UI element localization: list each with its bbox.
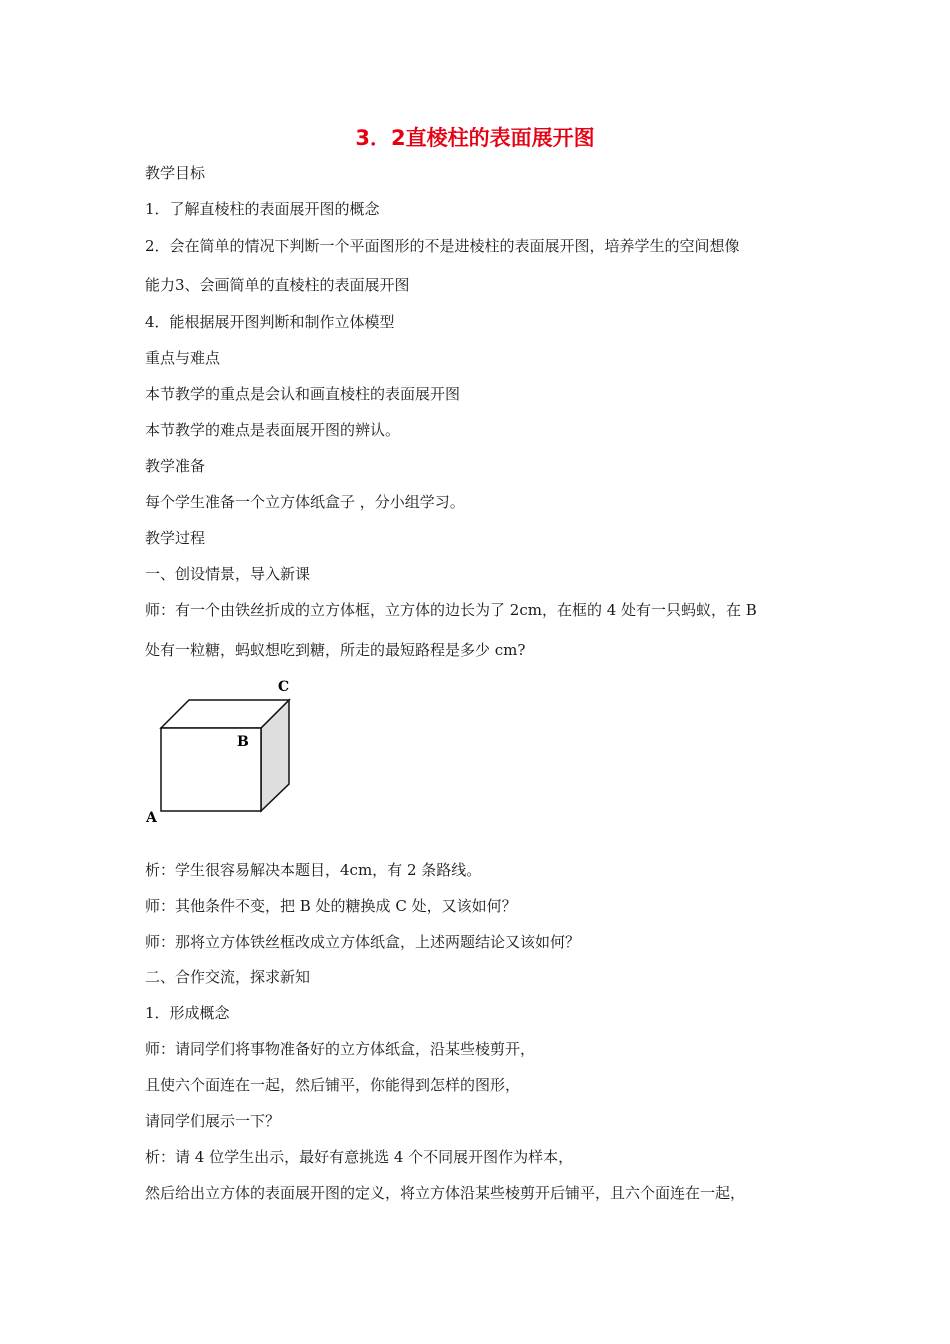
vertex-label-b: B — [237, 734, 249, 750]
page-title: 3．2直棱柱的表面展开图 — [355, 126, 595, 150]
text-line: 一、创设情景，导入新课 — [145, 565, 311, 583]
text-line: 师：那将立方体铁丝框改成立方体纸盒，上述两题结论又该如何？ — [145, 933, 581, 951]
text-line: 且使六个面连在一起，然后铺平，你能得到怎样的图形， — [145, 1076, 521, 1094]
text-line: 教学目标 — [145, 164, 206, 182]
text-line: 师：有一个由铁丝折成的立方体框，立方体的边长为了 2cm，在框的 4 处有一只蚂蚁，在 B — [145, 601, 757, 619]
text-line: 请同学们展示一下？ — [145, 1112, 281, 1130]
text-line: 师：其他条件不变，把 B 处的糖换成 C 处，又该如何？ — [145, 897, 517, 915]
text-line: 1．了解直棱柱的表面展开图的概念 — [145, 200, 380, 218]
text-line: 师：请同学们将事物准备好的立方体纸盒，沿某些棱剪开， — [145, 1040, 536, 1058]
text-line: 2．会在简单的情况下判断一个平面图形的不是进棱柱的表面展开图，培养学生的空间想像 — [145, 237, 740, 255]
text-line: 然后给出立方体的表面展开图的定义，将立方体沿某些棱剪开后铺平，且六个面连在一起， — [145, 1184, 746, 1202]
text-line: 4．能根据展开图判断和制作立体模型 — [145, 313, 395, 331]
text-line: 本节教学的难点是表面展开图的辨认。 — [145, 421, 401, 439]
text-line: 每个学生准备一个立方体纸盒子 ，分小组学习。 — [145, 493, 465, 511]
cube-figure — [140, 672, 300, 832]
vertex-label-a: A — [146, 810, 157, 826]
text-line: 能力3、会画简单的直棱柱的表面展开图 — [145, 276, 410, 294]
text-line: 析：学生很容易解决本题目，4cm，有 2 条路线。 — [145, 861, 482, 879]
text-line: 教学过程 — [145, 529, 206, 547]
text-line: 处有一粒糖，蚂蚁想吃到糖，所走的最短路程是多少 cm? — [145, 641, 526, 659]
vertex-label-c: C — [278, 679, 290, 695]
text-line: 二、合作交流，探求新知 — [145, 968, 311, 986]
cube-diagram — [140, 672, 300, 832]
text-line: 重点与难点 — [145, 349, 221, 367]
text-line: 教学准备 — [145, 457, 206, 475]
text-line: 1．形成概念 — [145, 1004, 230, 1022]
text-line: 本节教学的重点是会认和画直棱柱的表面展开图 — [145, 385, 461, 403]
text-line: 析：请 4 位学生出示，最好有意挑选 4 个不同展开图作为样本， — [145, 1148, 574, 1166]
